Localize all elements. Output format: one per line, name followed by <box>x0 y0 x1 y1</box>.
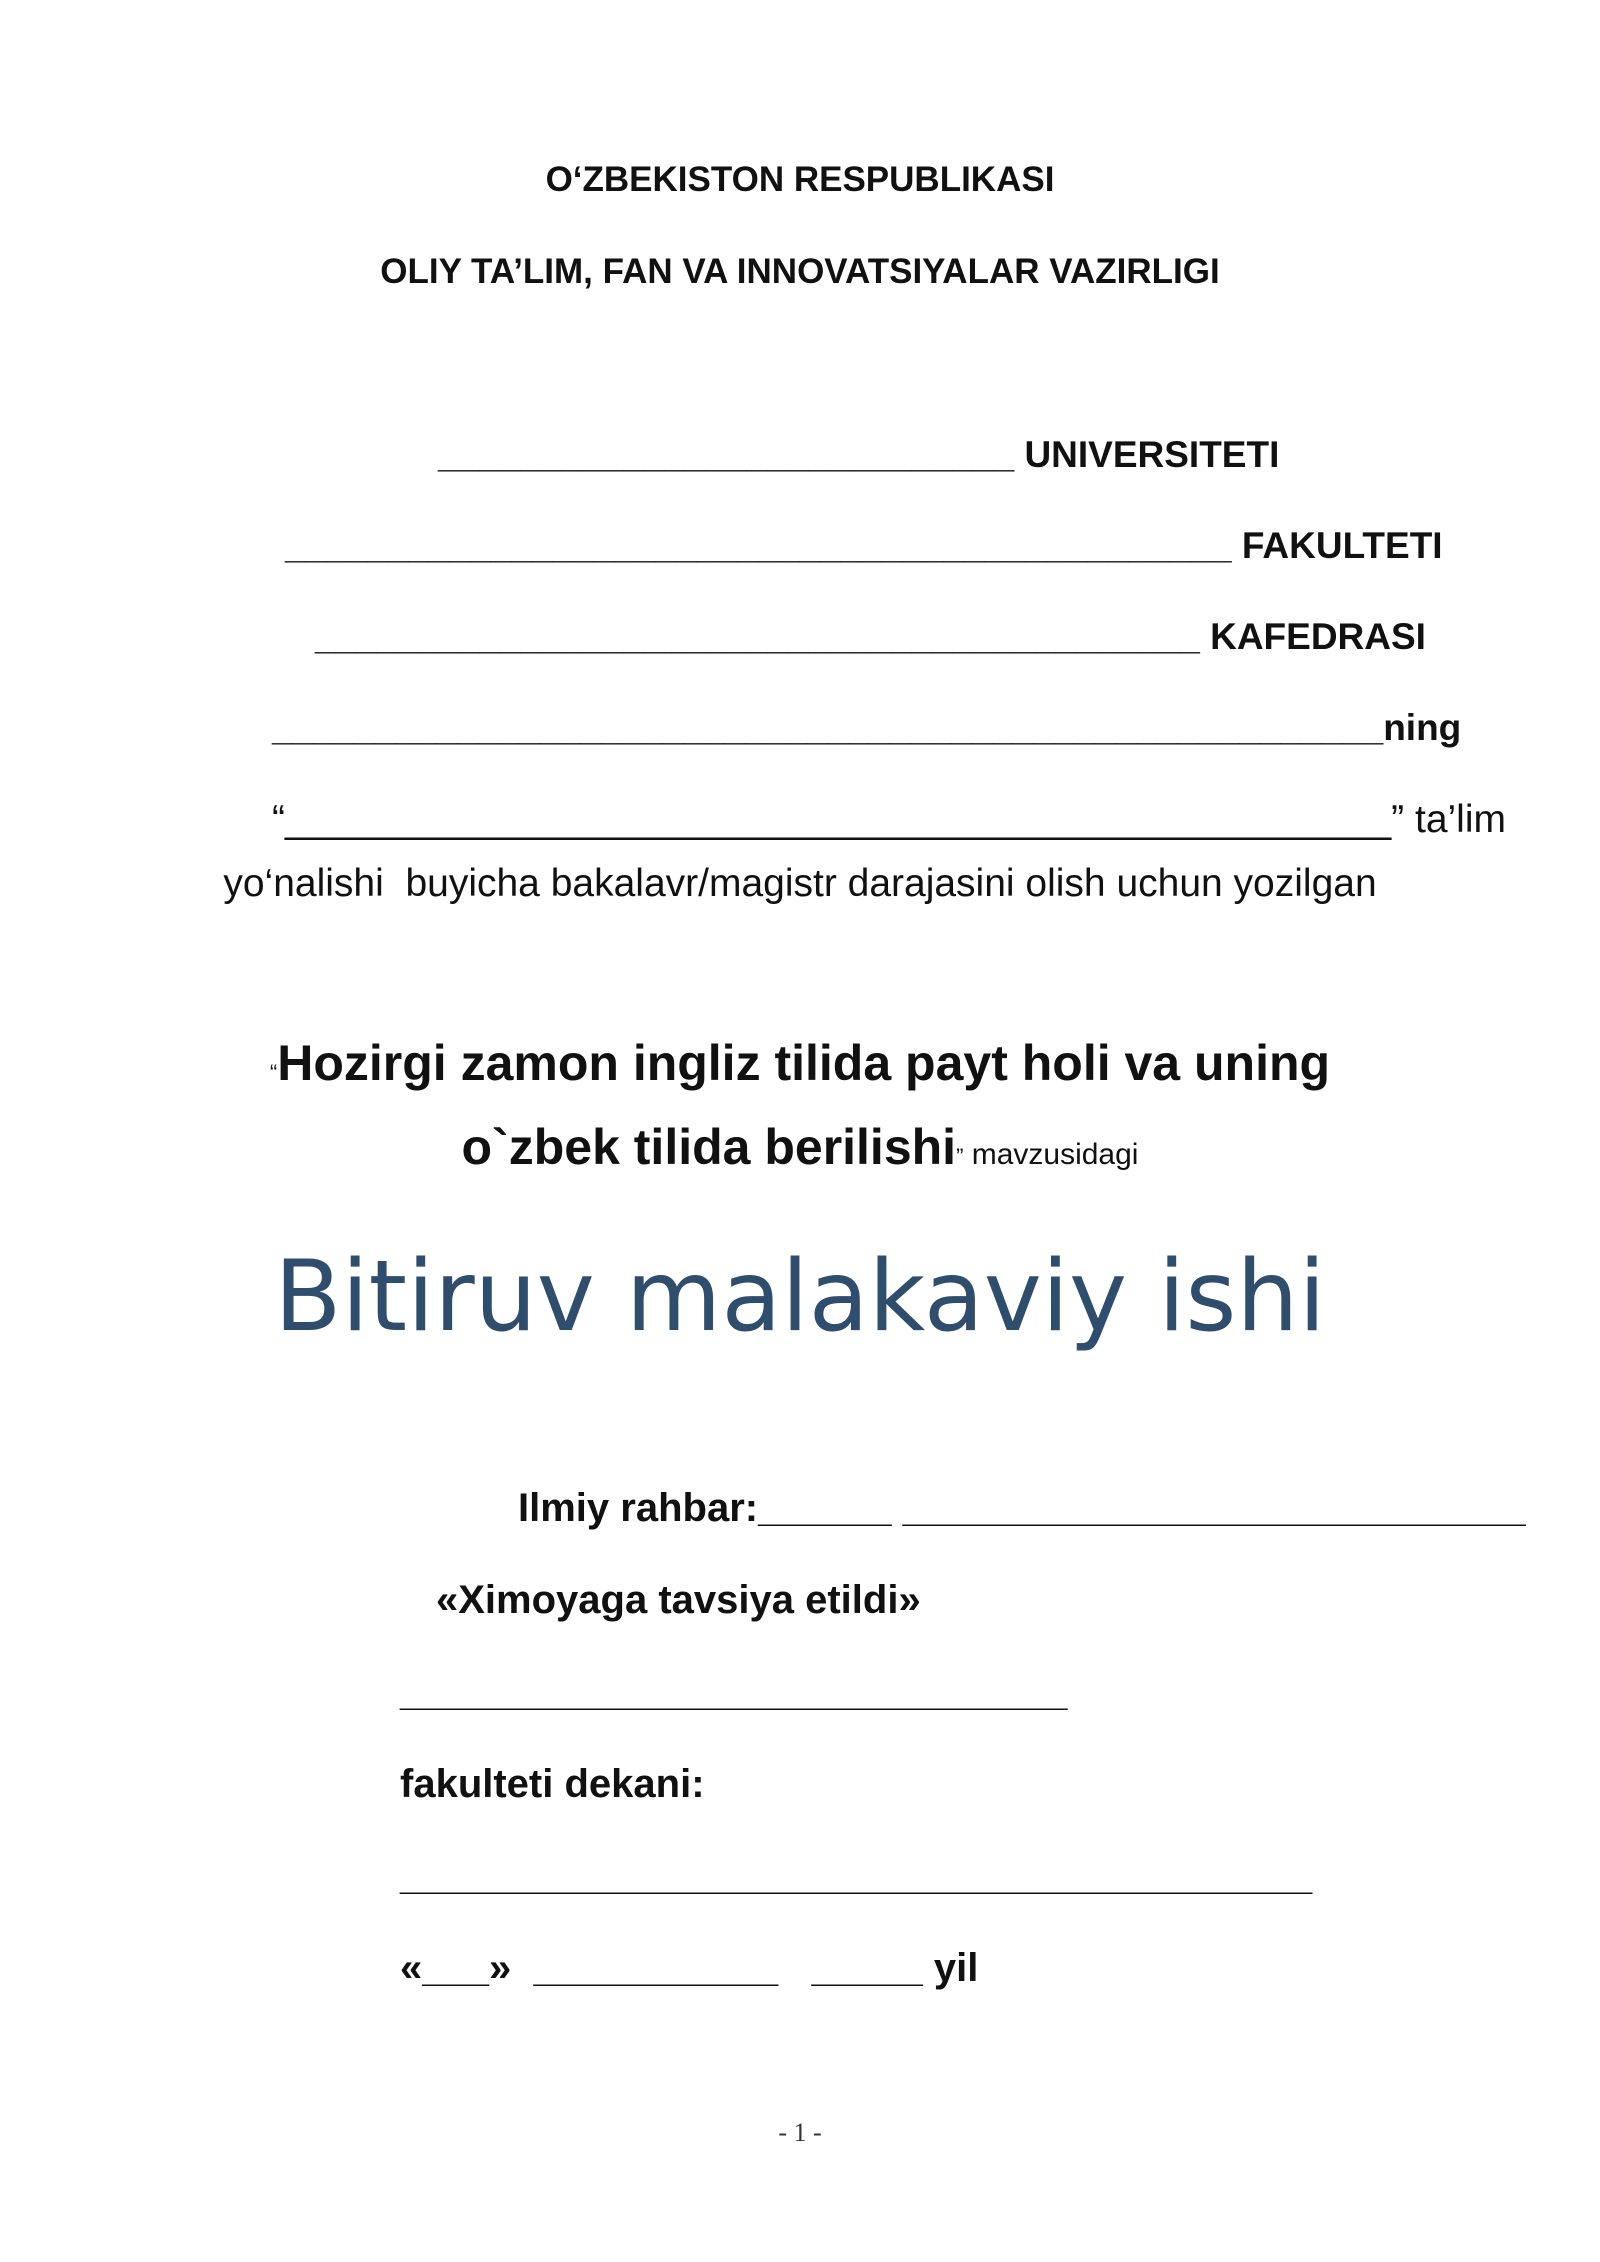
defense-recommended: «Ximoyaga tavsiya etildi» <box>436 1578 921 1622</box>
topic-open-quote: “ <box>269 1060 278 1085</box>
faculty-field: ______________________________________________ FAKULTETI <box>285 525 1443 566</box>
page-number: - 1 - <box>778 2118 822 2147</box>
student-field: ______________________________________________________ning <box>272 707 1462 748</box>
topic-suffix: mavzusidagi <box>963 1138 1139 1171</box>
header-country: O‘ZBEKISTON RESPUBLIKASI <box>545 160 1055 199</box>
work-title: Bitiruv malakaviy ishi <box>274 1240 1326 1354</box>
direction-field: “___________________________________________________” ta’lim <box>272 798 1507 841</box>
topic-text-1: Hozirgi zamon ingliz tilida payt holi va uning <box>277 1035 1331 1091</box>
dean-label: fakulteti dekani: <box>400 1762 705 1806</box>
supervisor-field: Ilmiy rahbar:______ ____________________________ <box>518 1486 1526 1530</box>
date-field: «___» ___________ _____ yil <box>400 1946 979 1990</box>
topic-text-2: o`zbek tilida berilishi <box>461 1119 957 1175</box>
topic-close-quote: ” <box>956 1144 964 1169</box>
topic-line-2 <box>0 1119 1600 1175</box>
university-field: ____________________________ UNIVERSITETI <box>438 434 1280 475</box>
topic-line-1 <box>0 1035 1600 1091</box>
blank-line-2: _________________________________________ <box>400 1854 1313 1898</box>
header-ministry: OLIY TA’LIM, FAN VA INNOVATSIYALAR VAZIRLIGI <box>380 252 1220 291</box>
blank-line-1: ______________________________ <box>400 1670 1068 1714</box>
department-field: ___________________________________________ KAFEDRASI <box>315 616 1426 657</box>
degree-purpose: yo‘nalishi buyicha bakalavr/magistr darajasini olish uchun yozilgan <box>223 862 1377 905</box>
